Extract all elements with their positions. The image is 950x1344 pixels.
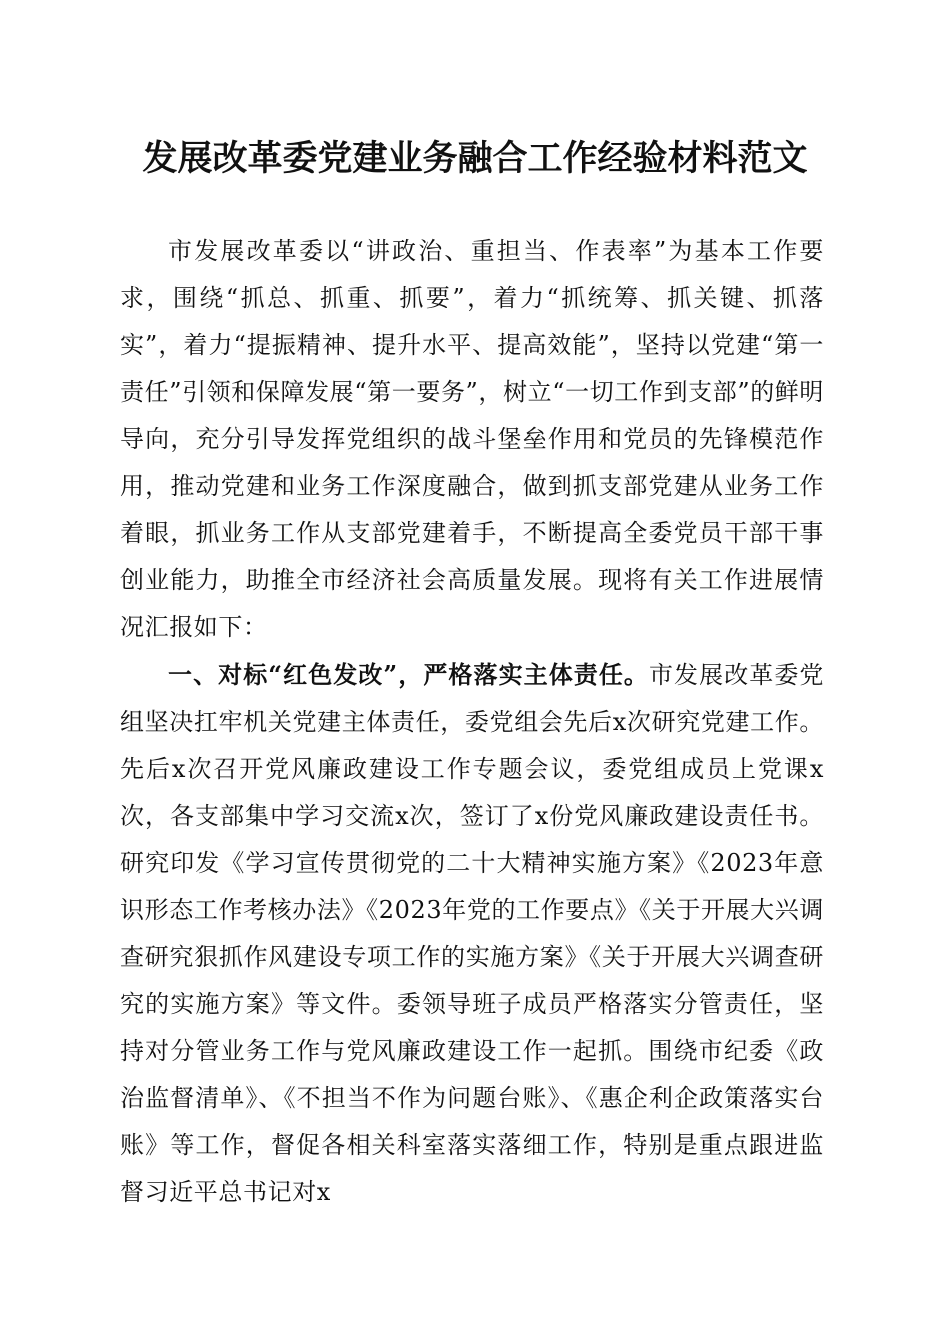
document-body xyxy=(120,228,824,1216)
section-1-heading: 一、对标“红色发改”，严格落实主体责任。 xyxy=(168,660,649,689)
intro-paragraph: 市发展改革委以“讲政治、重担当、作表率”为基本工作要求，围绕“抓总、抓重、抓要”，着力“抓统筹、抓关键、抓落实”，着力“提振精神、提升水平、提高效能”，坚持以党建“第一责任”引领和保障发展“第一要务”，树立“一切工作到支部”的鲜明导向，充分引导发挥党组织的战斗堡垒作用和党员的先锋模范作用，推动党建和业务工作深度融合，做到抓支部党建从业务工作着眼，抓业务工作从支部党建着手，不断提高全委党员干部干事创业能力，助推全市经济社会高质量发展。现将有关工作进展情况汇报如下： xyxy=(120,237,824,641)
section-1-body: 市发展改革委党组坚决扛牢机关党建主体责任，委党组会先后x次研究党建工作。先后x次召开党风廉政建设工作专题会议，委党组成员上党课x次，各支部集中学习交流x次，签订了x份党风廉政建设责任书。研究印发《学习宣传贯彻党的二十大精神实施方案》《2023年意识形态工作考核办法》《2023年党的工作要点》《关于开展大兴调查研究狠抓作风建设专项工作的实施方案》《关于开展大兴调查研究的实施方案》等文件。委领导班子成员严格落实分管责任，坚持对分管业务工作与党风廉政建设工作一起抓。围绕市纪委《政治监督清单》、《不担当不作为问题台账》、《惠企利企政策落实台账》等工作，督促各相关科室落实落细工作，特别是重点跟进监督习近平总书记对x xyxy=(120,661,824,1206)
document-title: 发展改革委党建业务融合工作经验材料范文 xyxy=(142,138,808,179)
section-1-paragraph xyxy=(120,651,824,1216)
